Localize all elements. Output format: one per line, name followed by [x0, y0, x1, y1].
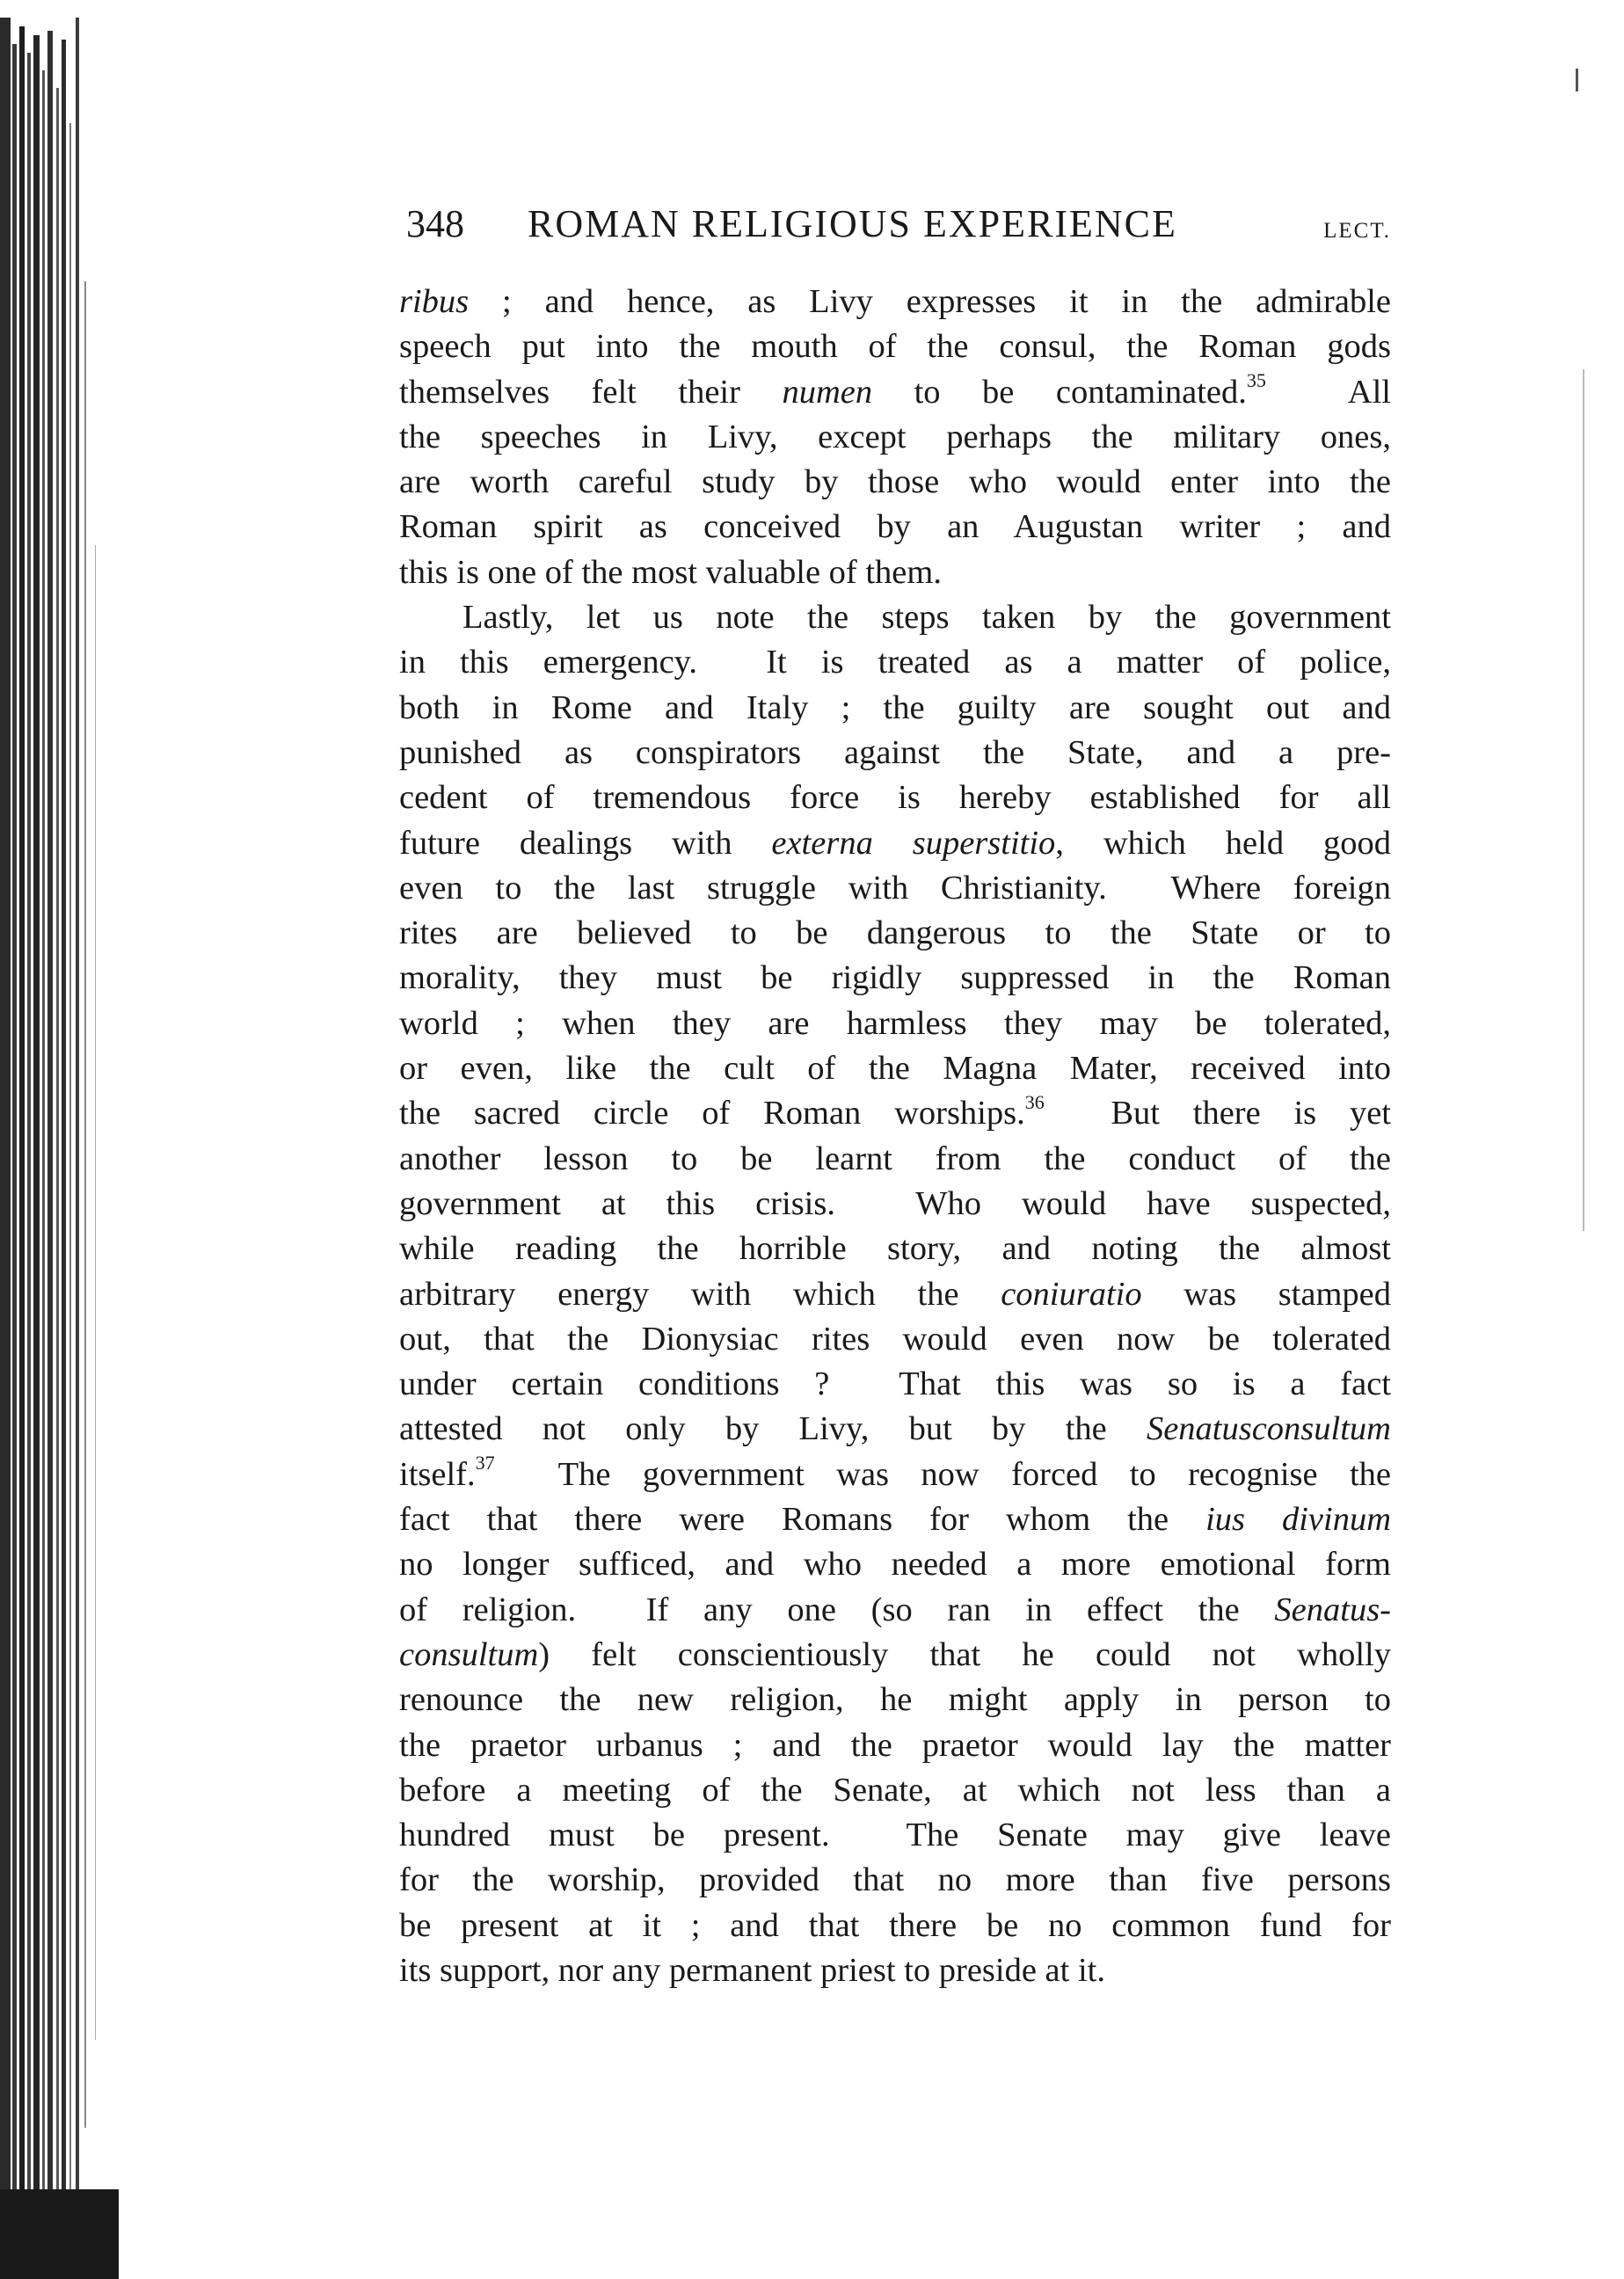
text-line: [399, 686, 1391, 731]
text-line: [399, 640, 1391, 685]
text-line: [399, 1453, 1391, 1497]
text-run: rites are believed to be dangerous to the State or to: [399, 914, 1391, 952]
text-run: hundred must be present. The Senate may give leave: [399, 1817, 1391, 1854]
lecture-label: LECT.: [1323, 219, 1391, 243]
text-run: before a meeting of the Senate, at which not less than a: [399, 1771, 1391, 1809]
text-run: no longer sufficed, and who needed a more emotional form: [399, 1546, 1391, 1584]
footnote-marker: 36: [1024, 1090, 1045, 1113]
text-run: world ; when they are harmless they may be tolerated,: [399, 1004, 1391, 1042]
text-run: The government was now forced to recognise the: [494, 1455, 1391, 1493]
book-binding-shadow: [0, 18, 123, 2279]
text-run: of religion. If any one (so ran in effect the: [399, 1591, 1275, 1628]
text-run: under certain conditions ? That this was so is a fact: [399, 1365, 1391, 1403]
text-line: [399, 1858, 1391, 1903]
text-line: [399, 505, 1391, 550]
text-run: Lastly, let us note the steps taken by the government: [462, 599, 1391, 637]
italic-term: numen: [782, 373, 873, 411]
scan-speck: [1576, 69, 1578, 91]
text-line: [399, 1588, 1391, 1633]
text-line: [399, 280, 1391, 324]
text-line: [399, 1678, 1391, 1722]
text-line: [399, 415, 1391, 460]
text-run: in this emergency. It is treated as a matter of police,: [399, 644, 1391, 681]
text-run: government at this crisis. Who would have suspected,: [399, 1184, 1391, 1222]
text-line: [399, 775, 1391, 820]
text-run: the speeches in Livy, except perhaps the military ones,: [399, 418, 1391, 455]
italic-term: ribus: [399, 283, 470, 320]
italic-term: Senatus-: [1274, 1591, 1391, 1628]
text-line: [399, 1001, 1391, 1046]
text-line: [399, 1091, 1391, 1136]
text-line: [399, 370, 1391, 415]
italic-term: coniuratio: [1001, 1275, 1142, 1313]
page-number: 348: [406, 202, 464, 245]
text-line: [399, 550, 1391, 595]
text-run: ) felt conscientiously that he could not wholly: [538, 1635, 1391, 1673]
text-line: [399, 1317, 1391, 1362]
text-run: the sacred circle of Roman worships.: [399, 1095, 1025, 1132]
text-run: fact that there were Romans for whom the: [399, 1501, 1206, 1539]
text-run: attested not only by Livy, but by the: [399, 1410, 1147, 1448]
text-run: arbitrary energy with which the: [399, 1275, 1001, 1313]
footnote-marker: 35: [1246, 368, 1266, 391]
text-line: [399, 1137, 1391, 1182]
text-run: But there is yet: [1044, 1095, 1391, 1132]
text-line: [399, 1272, 1391, 1317]
text-line: [399, 866, 1391, 911]
text-line: [399, 821, 1391, 866]
text-line: [399, 1542, 1391, 1587]
text-run: itself.: [399, 1455, 476, 1493]
italic-term: consultum: [399, 1635, 539, 1673]
text-run: speech put into the mouth of the consul, the Roman gods: [399, 328, 1391, 366]
text-line: [399, 460, 1391, 505]
running-title: ROMAN RELIGIOUS EXPERIENCE: [528, 202, 1177, 245]
text-run: even to the last struggle with Christianity. Where foreign: [399, 869, 1391, 907]
text-run: be present at it ; and that there be no common fund for: [399, 1906, 1391, 1944]
text-line: [399, 911, 1391, 956]
text-run: ; and hence, as Livy expresses it in the admirable: [469, 283, 1391, 320]
text-run: Roman spirit as conceived by an Augustan writer ; and: [399, 508, 1391, 546]
text-line: [399, 1768, 1391, 1813]
text-run: for the worship, provided that no more than five persons: [399, 1861, 1391, 1899]
text-run: the praetor urbanus ; and the praetor would lay the matter: [399, 1726, 1391, 1764]
text-line: [399, 1813, 1391, 1858]
text-run: this is one of the most valuable of them.: [399, 553, 942, 591]
text-run: , which held good: [1055, 824, 1391, 862]
text-run: to be contaminated.: [872, 373, 1247, 411]
text-run: future dealings with: [399, 824, 772, 862]
text-line: [399, 731, 1391, 775]
text-run: its support, nor any permanent priest to preside at it.: [399, 1951, 1105, 1989]
text-line: [399, 1497, 1391, 1542]
text-line: [399, 1723, 1391, 1768]
text-run: was stamped: [1141, 1275, 1391, 1313]
text-line: [399, 1046, 1391, 1091]
text-line: [399, 1904, 1391, 1948]
paragraph-first-line: [399, 595, 1391, 640]
scan-speck: [1583, 369, 1584, 1231]
text-line: [399, 324, 1391, 369]
text-line: [399, 1362, 1391, 1407]
text-run: out, that the Dionysiac rites would even now be tolerated: [399, 1320, 1391, 1358]
text-run: or even, like the cult of the Magna Mater, received into: [399, 1050, 1391, 1088]
text-run: both in Rome and Italy ; the guilty are sought out and: [399, 688, 1391, 726]
text-run: themselves felt their: [399, 373, 783, 411]
text-run: morality, they must be rigidly suppressed in the Roman: [399, 959, 1391, 997]
italic-term: Senatusconsultum: [1146, 1410, 1391, 1448]
text-line: [399, 1407, 1391, 1452]
text-line: [399, 1633, 1391, 1678]
text-run: All: [1265, 373, 1391, 411]
text-run: renounce the new religion, he might apply in person to: [399, 1681, 1391, 1719]
text-line: [399, 956, 1391, 1001]
text-run: are worth careful study by those who would enter into the: [399, 463, 1391, 501]
text-run: while reading the horrible story, and noting the almost: [399, 1230, 1391, 1268]
footnote-marker: 37: [475, 1451, 495, 1474]
text-run: cedent of tremendous force is hereby established for all: [399, 779, 1391, 817]
italic-term: externa superstitio: [771, 824, 1056, 862]
text-run: another lesson to be learnt from the conduct of the: [399, 1140, 1391, 1177]
text-line: [399, 1948, 1391, 1993]
body-text: [399, 280, 1391, 1993]
text-line: [399, 1182, 1391, 1227]
text-run: punished as conspirators against the State, and a pre-: [399, 733, 1391, 771]
running-header: [406, 193, 1391, 255]
italic-term: ius divinum: [1205, 1501, 1392, 1539]
text-line: [399, 1227, 1391, 1271]
